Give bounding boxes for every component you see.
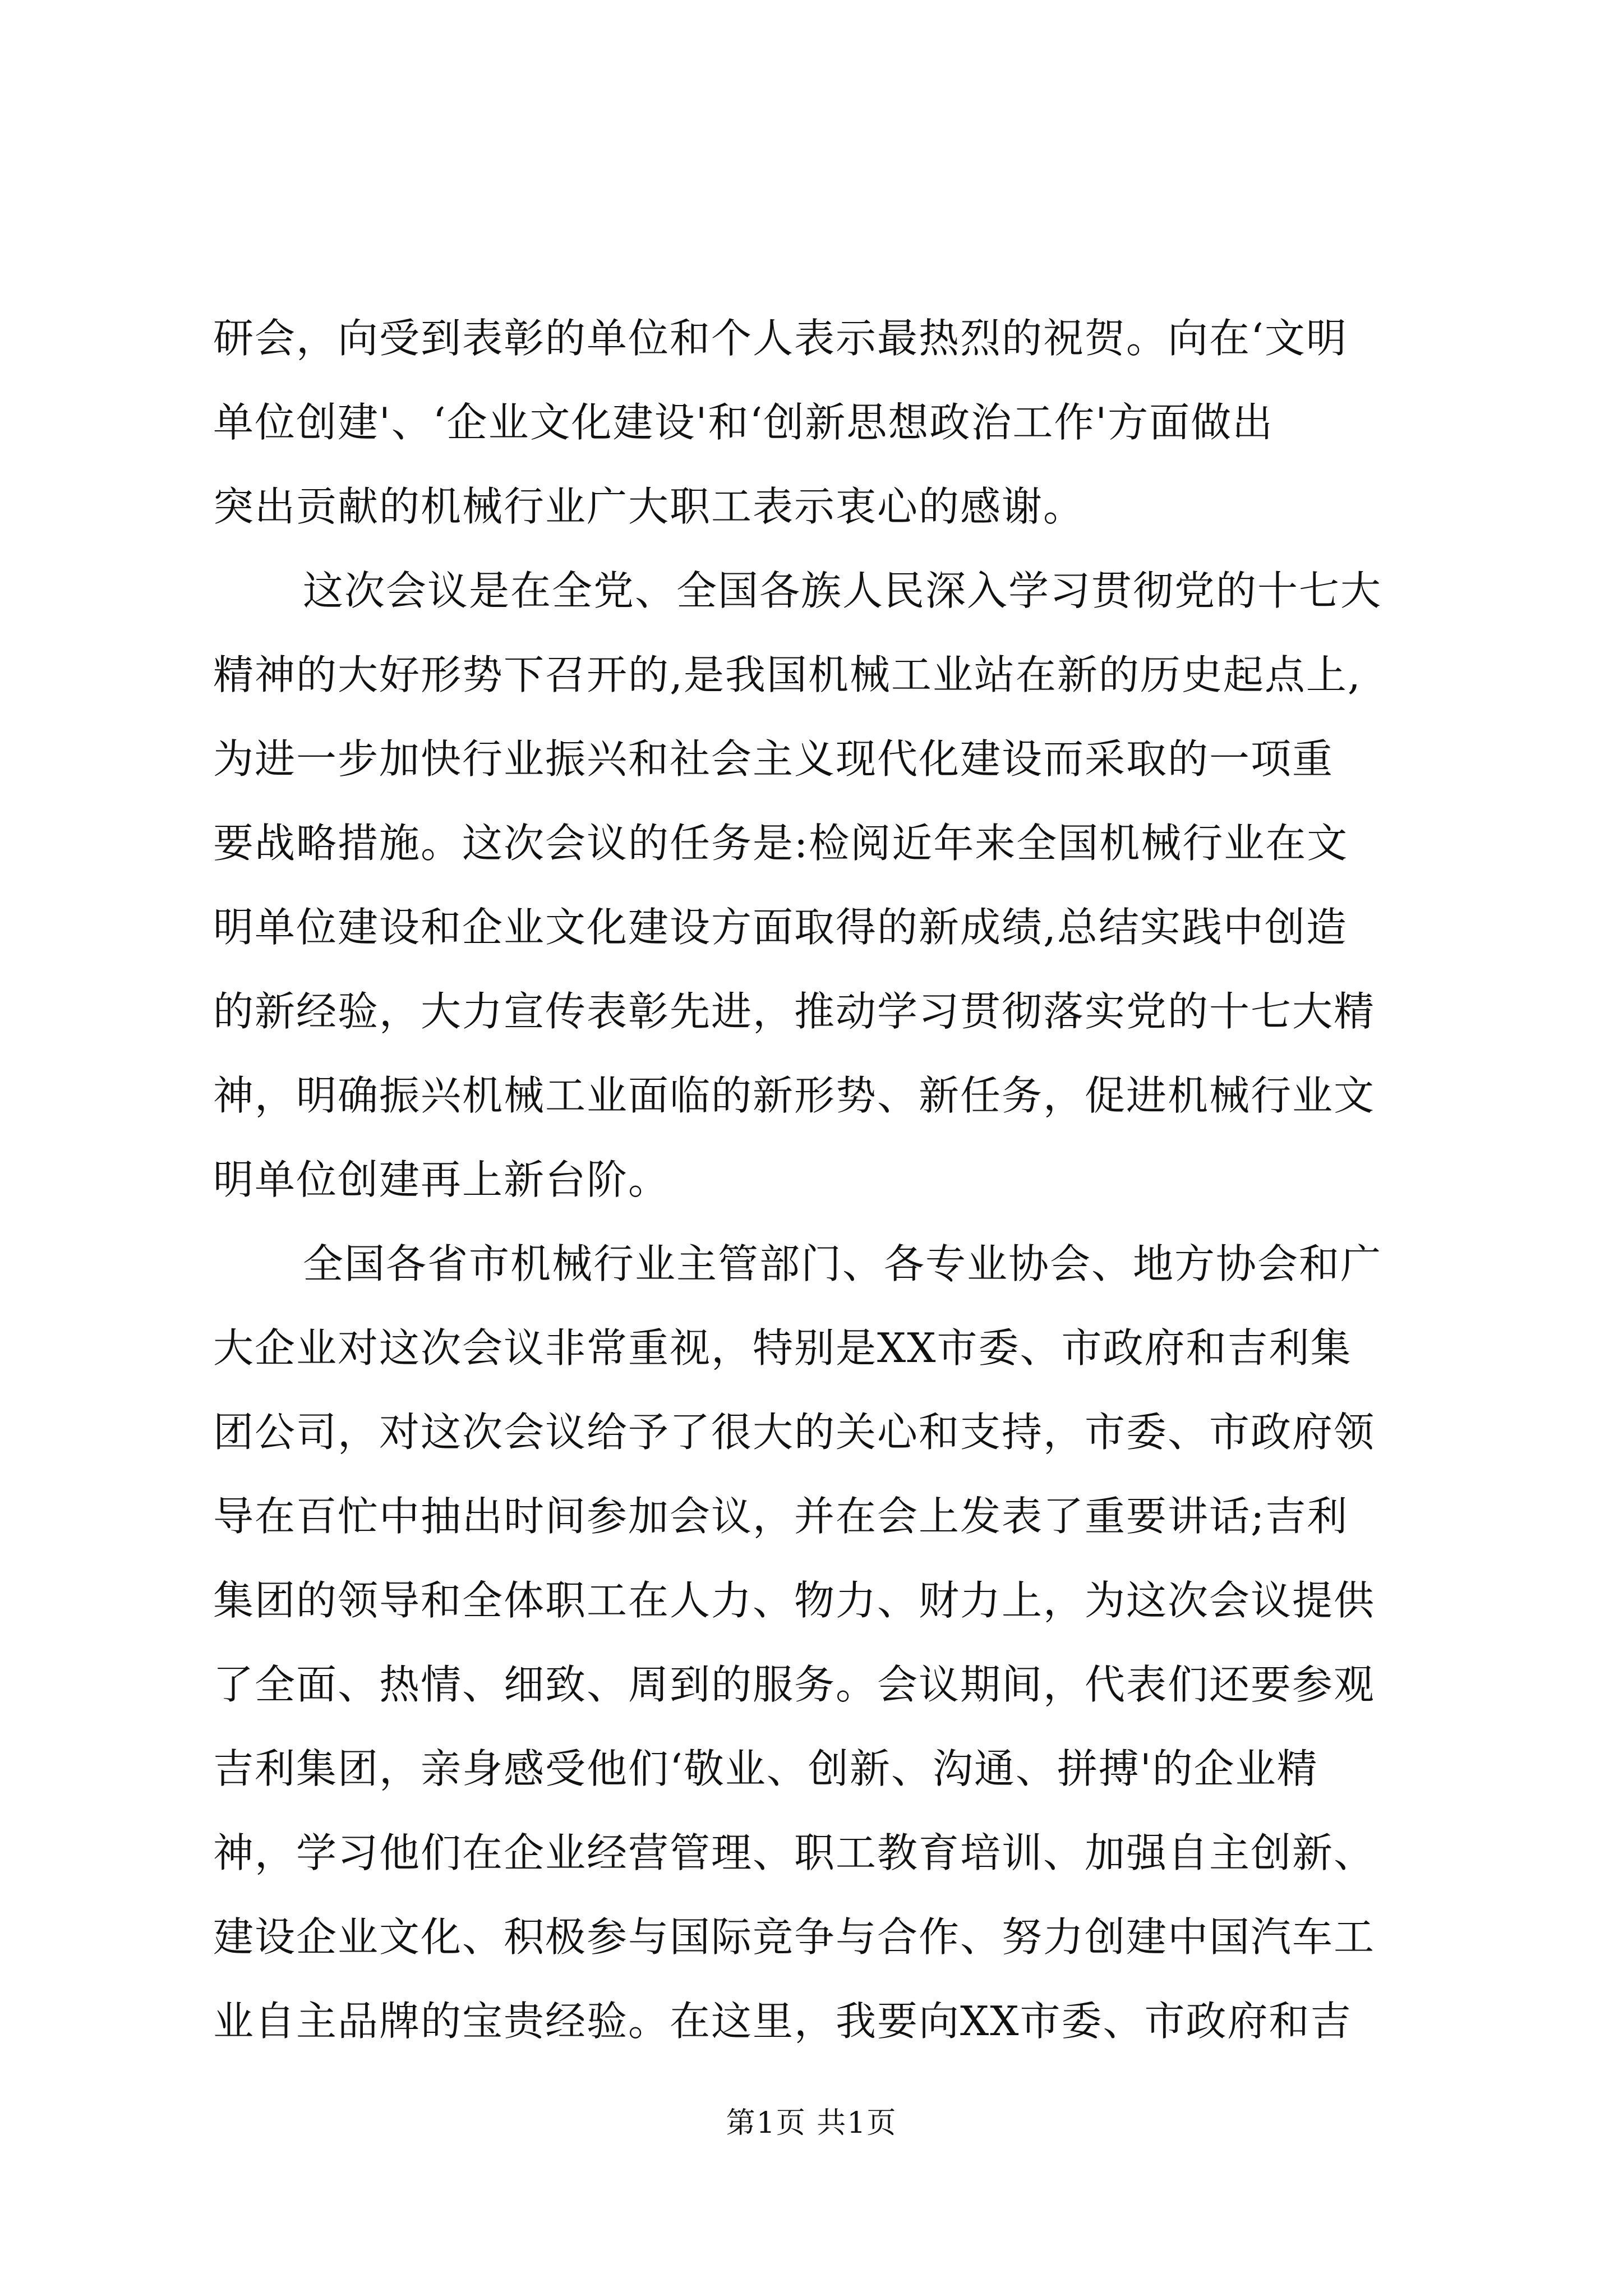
text-line: 吉利集团，亲身感受他们‘敬业、创新、沟通、拼搏'的企业精 [213, 1745, 1318, 1792]
text-line: 神，明确振兴机械工业面临的新形势、新任务，促进机械行业文 [213, 1072, 1376, 1119]
page-number-footer: 第1页 共1页 [726, 2106, 897, 2140]
text-line: 团公司，对这次会议给予了很大的关心和支持，市委、市政府领 [213, 1409, 1376, 1456]
text-line: 神，学习他们在企业经营管理、职工教育培训、加强自主创新、 [213, 1829, 1376, 1876]
text-line: 了全面、热情、细致、周到的服务。会议期间，代表们还要参观 [213, 1661, 1376, 1708]
text-line: 精神的大好形势下召开的,是我国机械工业站在新的历史起点上, [213, 651, 1362, 698]
text-line: 业自主品牌的宝贵经验。在这里，我要向XX市委、市政府和吉 [213, 1998, 1352, 2045]
text-line: 导在百忙中抽出时间参加会议，并在会上发表了重要讲话;吉利 [213, 1493, 1349, 1540]
paragraph-first-line: 全国各省市机械行业主管部门、各专业协会、地方协会和广 [303, 1240, 1382, 1287]
document-body [213, 296, 1413, 2063]
text-line: 要战略措施。这次会议的任务是:检阅近年来全国机械行业在文 [213, 820, 1349, 867]
paragraph-first-line: 这次会议是在全党、全国各族人民深入学习贯彻党的十七大 [303, 567, 1382, 614]
text-line: 研会，向受到表彰的单位和个人表示最热烈的祝贺。向在‘文明 [213, 315, 1348, 362]
text-line: 大企业对这次会议非常重视，特别是XX市委、市政府和吉利集 [213, 1324, 1352, 1372]
text-line: 明单位建设和企业文化建设方面取得的新成绩,总结实践中创造 [213, 904, 1348, 951]
text-line: 的新经验，大力宣传表彰先进，推动学习贯彻落实党的十七大精 [213, 988, 1376, 1035]
text-line: 突出贡献的机械行业广大职工表示衷心的感谢。 [213, 483, 1085, 530]
text-line: 集团的领导和全体职工在人力、物力、财力上，为这次会议提供 [213, 1577, 1376, 1624]
text-line: 为进一步加快行业振兴和社会主义现代化建设而采取的一项重 [213, 735, 1334, 783]
text-line: 单位创建'、‘企业文化建设'和‘创新思想政治工作'方面做出 [213, 399, 1274, 446]
text-line: 建设企业文化、积极参与国际竞争与合作、努力创建中国汽车工 [213, 1913, 1376, 1961]
text-line: 明单位创建再上新台阶。 [213, 1156, 670, 1203]
